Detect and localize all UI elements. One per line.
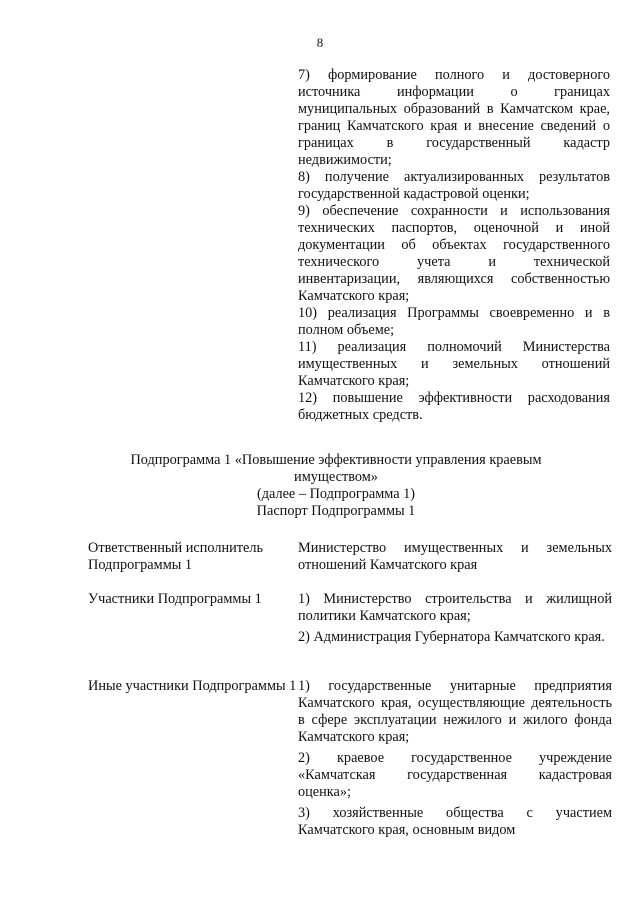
passport-table bbox=[88, 540, 612, 843]
results-item: 8) получение актуализированных результатов государственной кадастровой оценки; bbox=[298, 169, 610, 202]
passport-value-item: 1) государственные унитарные предприятия Камчатского края, осуществляющие деятельность в сфере эксплуатации нежилого и жилого фонда Камчатского края; bbox=[298, 678, 612, 745]
results-item: 12) повышение эффективности расходования бюджетных средств. bbox=[298, 390, 610, 423]
page-number: 8 bbox=[316, 35, 324, 50]
passport-value-item: 3) хозяйственные общества с участием Камчатского края, основным видом bbox=[298, 805, 612, 838]
results-item: 11) реализация полномочий Министерства имущественных и земельных отношений Камчатского края; bbox=[298, 339, 610, 389]
passport-row-other-participants bbox=[88, 678, 612, 843]
passport-row-label: Участники Подпрограммы 1 bbox=[88, 591, 262, 607]
passport-row-value bbox=[298, 540, 612, 591]
passport-value-item: 2) краевое государственное учреждение «Камчатская государственная кадастровая оценка»; bbox=[298, 750, 612, 800]
subprogram-title-line2: имуществом» bbox=[294, 469, 378, 485]
subprogram-heading bbox=[100, 452, 572, 520]
passport-row-responsible bbox=[88, 540, 612, 591]
passport-title: Паспорт Подпрограммы 1 bbox=[256, 503, 416, 519]
passport-row-label: Иные участники Подпрограммы 1 bbox=[88, 678, 297, 694]
results-item: 7) формирование полного и достоверного источника информации о границах муниципальных образований в Камчатском крае, границ Камчатского края и внесение сведений о границах в государственный кадастр недвижимости; bbox=[298, 67, 610, 168]
passport-row-value bbox=[298, 678, 612, 843]
subprogram-title-line1: Подпрограмма 1 «Повышение эффективности управления краевым bbox=[130, 452, 542, 468]
passport-row-participants bbox=[88, 591, 612, 678]
results-item: 9) обеспечение сохранности и использования технических паспортов, оценочной и иной документации об объектах государственного технического учета и технической инвентаризации, являющихся собственностью Камчатского края; bbox=[298, 203, 610, 304]
expected-results-list bbox=[298, 67, 610, 424]
passport-value-item: 1) Министерство строительства и жилищной политики Камчатского края; bbox=[298, 591, 612, 624]
passport-row-value bbox=[298, 591, 612, 678]
results-item: 10) реализация Программы своевременно и в полном объеме; bbox=[298, 305, 610, 338]
passport-value-item: Министерство имущественных и земельных отношений Камчатского края bbox=[298, 540, 612, 573]
passport-value-item: 2) Администрация Губернатора Камчатского края. bbox=[298, 629, 605, 645]
passport-row-label: Ответственный исполнитель Подпрограммы 1 bbox=[88, 540, 264, 573]
subprogram-alias: (далее – Подпрограмма 1) bbox=[256, 486, 416, 502]
